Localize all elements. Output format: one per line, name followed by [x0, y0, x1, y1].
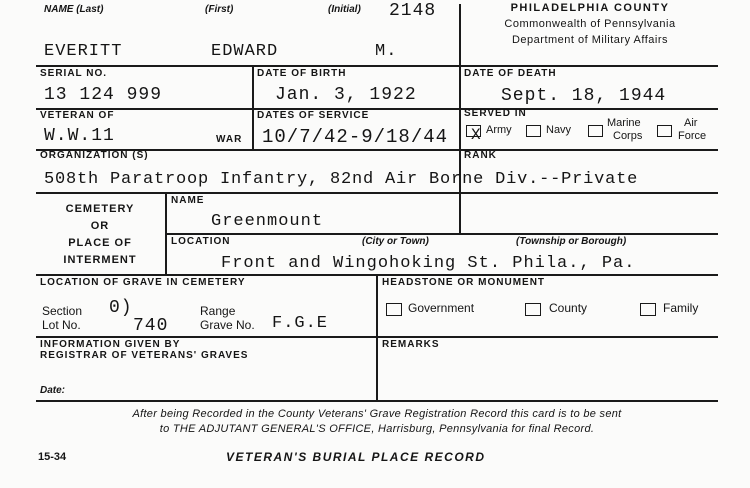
navy-label: Navy [546, 124, 572, 136]
county-label: County [549, 301, 588, 315]
name-last-label: NAME (Last) [44, 4, 104, 15]
cemetery-line4: INTERMENT [63, 254, 137, 266]
rule-birth-left [252, 65, 254, 149]
family-label: Family [663, 301, 699, 315]
marine-label: Marine [607, 117, 641, 129]
cemetery-block [40, 201, 160, 269]
cemetery-name-value: Greenmount [211, 212, 324, 231]
department-title: Department of Military Affairs [511, 34, 668, 46]
war-label: WAR [216, 134, 243, 145]
form-title: VETERAN'S BURIAL PLACE RECORD [226, 450, 486, 464]
served-in-label: SERVED IN [464, 108, 527, 119]
cemetery-name-label: NAME [171, 195, 205, 206]
rule-rank-name-divider [459, 192, 461, 233]
agency-header [462, 2, 718, 46]
county-checkbox[interactable] [525, 303, 541, 316]
instruction-line1: After being Recorded in the County Veterans' Grave Registration Record this card is to be sent [132, 408, 622, 420]
form-number: 15-34 [38, 451, 67, 463]
grave-no-value: F.G.E [272, 314, 329, 333]
rank-label: RANK [464, 150, 497, 161]
service-label: DATES OF SERVICE [257, 110, 370, 121]
serial-value: 13 124 999 [44, 85, 163, 105]
lot-label: Lot No. [42, 318, 81, 332]
organization-label: ORGANIZATION (S) [40, 150, 149, 161]
name-initial-label: (Initial) [328, 4, 361, 15]
death-value: Sept. 18, 1944 [501, 86, 667, 106]
cemetery-line1: CEMETERY [65, 203, 135, 215]
army-label: Army [486, 124, 512, 136]
rule-grave-divider [376, 274, 378, 400]
rule-row1-bottom [36, 65, 718, 67]
family-checkbox[interactable] [640, 303, 656, 316]
corps-label: Corps [613, 130, 643, 142]
rule-cemetery-divider [165, 192, 167, 274]
section-label: Section [42, 304, 83, 318]
rule-row7-bottom [36, 400, 718, 402]
lot-value: 740 [133, 316, 169, 336]
name-initial-value: M. [375, 42, 398, 61]
grave-no-label: Grave No. [200, 318, 255, 332]
date-label: Date: [40, 385, 66, 396]
birth-value: Jan. 3, 1922 [275, 85, 417, 105]
township-label: (Township or Borough) [516, 236, 627, 247]
county-title: PHILADELPHIA COUNTY [510, 2, 670, 14]
info-label-line2: REGISTRAR OF VETERANS' GRAVES [40, 350, 249, 361]
army-check-mark: X [471, 126, 482, 144]
location-value: Front and Wingohoking St. Phila., Pa. [221, 254, 636, 273]
rule-row4-bottom [36, 192, 718, 194]
force-label: Force [678, 130, 707, 142]
grave-location-label: LOCATION OF GRAVE IN CEMETERY [40, 277, 246, 288]
cemetery-line3: PLACE OF [68, 237, 132, 249]
name-first-label: (First) [205, 4, 234, 15]
navy-checkbox[interactable] [526, 125, 541, 137]
city-label: (City or Town) [362, 236, 429, 247]
government-label: Government [408, 301, 475, 315]
death-label: DATE OF DEATH [464, 68, 557, 79]
location-label: LOCATION [171, 236, 231, 247]
service-value: 10/7/42-9/18/44 [262, 126, 449, 148]
name-last-value: EVERITT [44, 42, 123, 61]
veteran-label: VETERAN OF [40, 110, 115, 121]
range-label: Range [200, 304, 236, 318]
commonwealth-title: Commonwealth of Pennsylvania [504, 18, 676, 30]
organization-value: 508th Paratroop Infantry, 82nd Air Borne Div.--Private [44, 170, 639, 189]
serial-label: SERIAL NO. [40, 68, 108, 79]
instruction-text [36, 408, 718, 435]
card-number: 2148 [389, 1, 437, 21]
air-label: Air [684, 117, 698, 129]
remarks-label: REMARKS [382, 339, 440, 350]
rule-name-location [165, 233, 718, 235]
air-force-checkbox[interactable] [657, 125, 672, 137]
section-value: 0) [109, 298, 133, 318]
birth-label: DATE OF BIRTH [257, 68, 347, 79]
veteran-value: W.W.11 [44, 126, 115, 146]
headstone-label: HEADSTONE OR MONUMENT [382, 277, 546, 288]
instruction-line2: to THE ADJUTANT GENERAL'S OFFICE, Harrisburg, Pennsylvania for final Record. [159, 423, 595, 435]
info-label-line1: INFORMATION GIVEN BY [40, 339, 181, 350]
rule-header-divider [459, 4, 461, 108]
government-checkbox[interactable] [386, 303, 402, 316]
marine-corps-checkbox[interactable] [588, 125, 603, 137]
name-first-value: EDWARD [211, 42, 279, 61]
cemetery-line2: OR [90, 220, 110, 232]
rule-row2-bottom [36, 108, 718, 110]
